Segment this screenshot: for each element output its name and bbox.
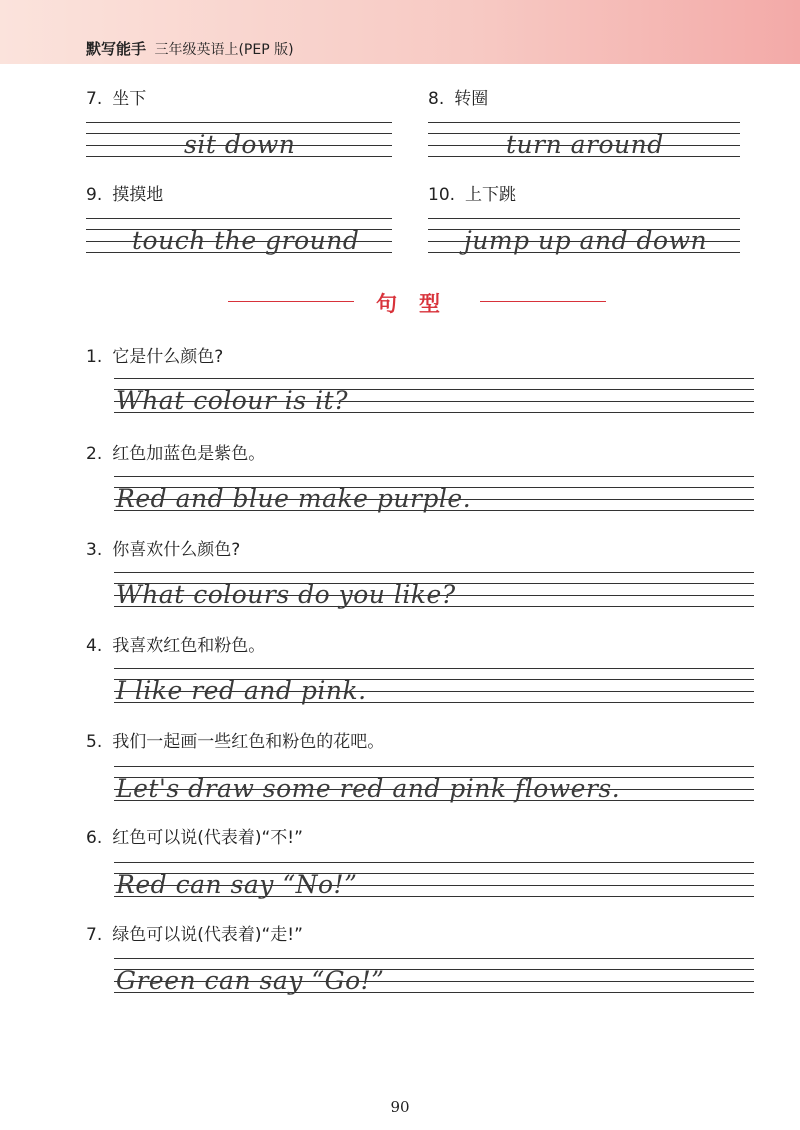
sentence-prompt: 1. 它是什么颜色? (86, 347, 224, 367)
header-book-title: 三年级英语上(PEP 版) (154, 42, 294, 58)
answer-text: sit down (184, 130, 296, 159)
writing-lines (86, 122, 392, 159)
sentence-prompt: 6. 红色可以说(代表着)“不!” (86, 828, 303, 848)
sentence-prompt: 5. 我们一起画一些红色和粉色的花吧。 (86, 732, 385, 752)
writing-lines (114, 572, 754, 609)
writing-lines (114, 958, 754, 995)
sentence-prompt: 2. 红色加蓝色是紫色。 (86, 444, 266, 464)
phrase-prompt: 7. 坐下 (86, 89, 147, 109)
phrase-prompt: 8. 转圈 (428, 89, 489, 109)
answer-text: Red can say “No!” (116, 870, 358, 899)
writing-lines (114, 862, 754, 899)
answer-text: What colour is it? (116, 386, 349, 415)
phrase-prompt: 9. 摸摸地 (86, 185, 164, 205)
page-number: 90 (390, 1098, 410, 1116)
sentence-prompt: 3. 你喜欢什么颜色? (86, 540, 241, 560)
section-title (0, 286, 800, 316)
writing-lines (428, 218, 740, 255)
answer-text: Green can say “Go!” (116, 966, 385, 995)
answer-text: turn around (506, 130, 664, 159)
phrase-prompt: 10. 上下跳 (428, 185, 517, 205)
writing-lines (114, 476, 754, 513)
answer-text: jump up and down (464, 226, 708, 255)
writing-lines (114, 668, 754, 705)
answer-text: I like red and pink. (116, 676, 367, 705)
answer-text: What colours do you like? (116, 580, 456, 609)
writing-lines (114, 378, 754, 415)
header-brand: 默写能手 (86, 40, 147, 58)
section-title-text: 句型 (376, 292, 462, 316)
writing-lines (114, 766, 754, 803)
answer-text: Red and blue make purple. (116, 484, 472, 513)
sentence-prompt: 4. 我喜欢红色和粉色。 (86, 636, 266, 656)
section-rule-left (228, 301, 354, 302)
sentence-prompt: 7. 绿色可以说(代表着)“走!” (86, 925, 303, 945)
answer-text: Let's draw some red and pink flowers. (116, 774, 621, 803)
writing-lines (86, 218, 392, 255)
answer-text: touch the ground (132, 226, 360, 255)
section-rule-right (480, 301, 606, 302)
writing-lines (428, 122, 740, 159)
page-header (86, 38, 294, 59)
